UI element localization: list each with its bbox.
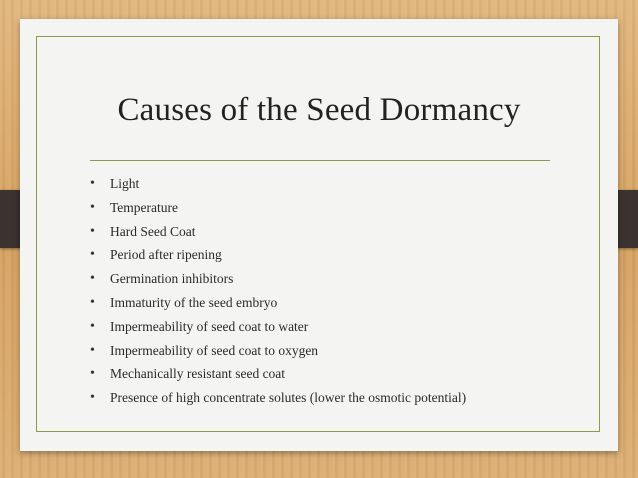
bullet-text: Presence of high concentrate solutes (lower the osmotic potential) bbox=[110, 390, 467, 406]
bullet-icon: • bbox=[90, 271, 95, 287]
bullet-icon: • bbox=[90, 318, 95, 334]
bullet-item bbox=[92, 172, 466, 196]
slide-title: Causes of the Seed Dormancy bbox=[117, 92, 521, 128]
bullet-icon: • bbox=[90, 342, 95, 358]
bullet-item bbox=[92, 315, 466, 339]
title-divider bbox=[90, 160, 550, 161]
bullet-item bbox=[92, 291, 466, 315]
bullet-item bbox=[92, 386, 466, 410]
bullet-text: Immaturity of the seed embryo bbox=[110, 294, 278, 310]
bullet-list bbox=[92, 172, 466, 410]
bullet-text: Impermeability of seed coat to oxygen bbox=[110, 342, 319, 358]
bullet-icon: • bbox=[90, 247, 95, 263]
bullet-icon: • bbox=[90, 294, 95, 310]
bullet-item bbox=[92, 267, 466, 291]
bullet-icon: • bbox=[90, 390, 95, 406]
bullet-item bbox=[92, 339, 466, 363]
bullet-text: Temperature bbox=[110, 199, 179, 215]
bullet-icon: • bbox=[90, 366, 95, 382]
bullet-icon: • bbox=[90, 176, 95, 191]
bullet-item bbox=[92, 362, 466, 386]
bullet-text: Impermeability of seed coat to water bbox=[110, 318, 309, 334]
bullet-text: Germination inhibitors bbox=[110, 271, 234, 287]
bullet-icon: • bbox=[90, 223, 95, 239]
bullet-item bbox=[92, 196, 466, 220]
bullet-text: Light bbox=[110, 176, 140, 191]
bullet-item bbox=[92, 220, 466, 244]
bullet-text: Mechanically resistant seed coat bbox=[110, 366, 286, 382]
bullet-icon: • bbox=[90, 199, 95, 215]
bullet-text: Hard Seed Coat bbox=[110, 223, 196, 239]
bullet-text: Period after ripening bbox=[110, 247, 222, 263]
bullet-item bbox=[92, 243, 466, 267]
